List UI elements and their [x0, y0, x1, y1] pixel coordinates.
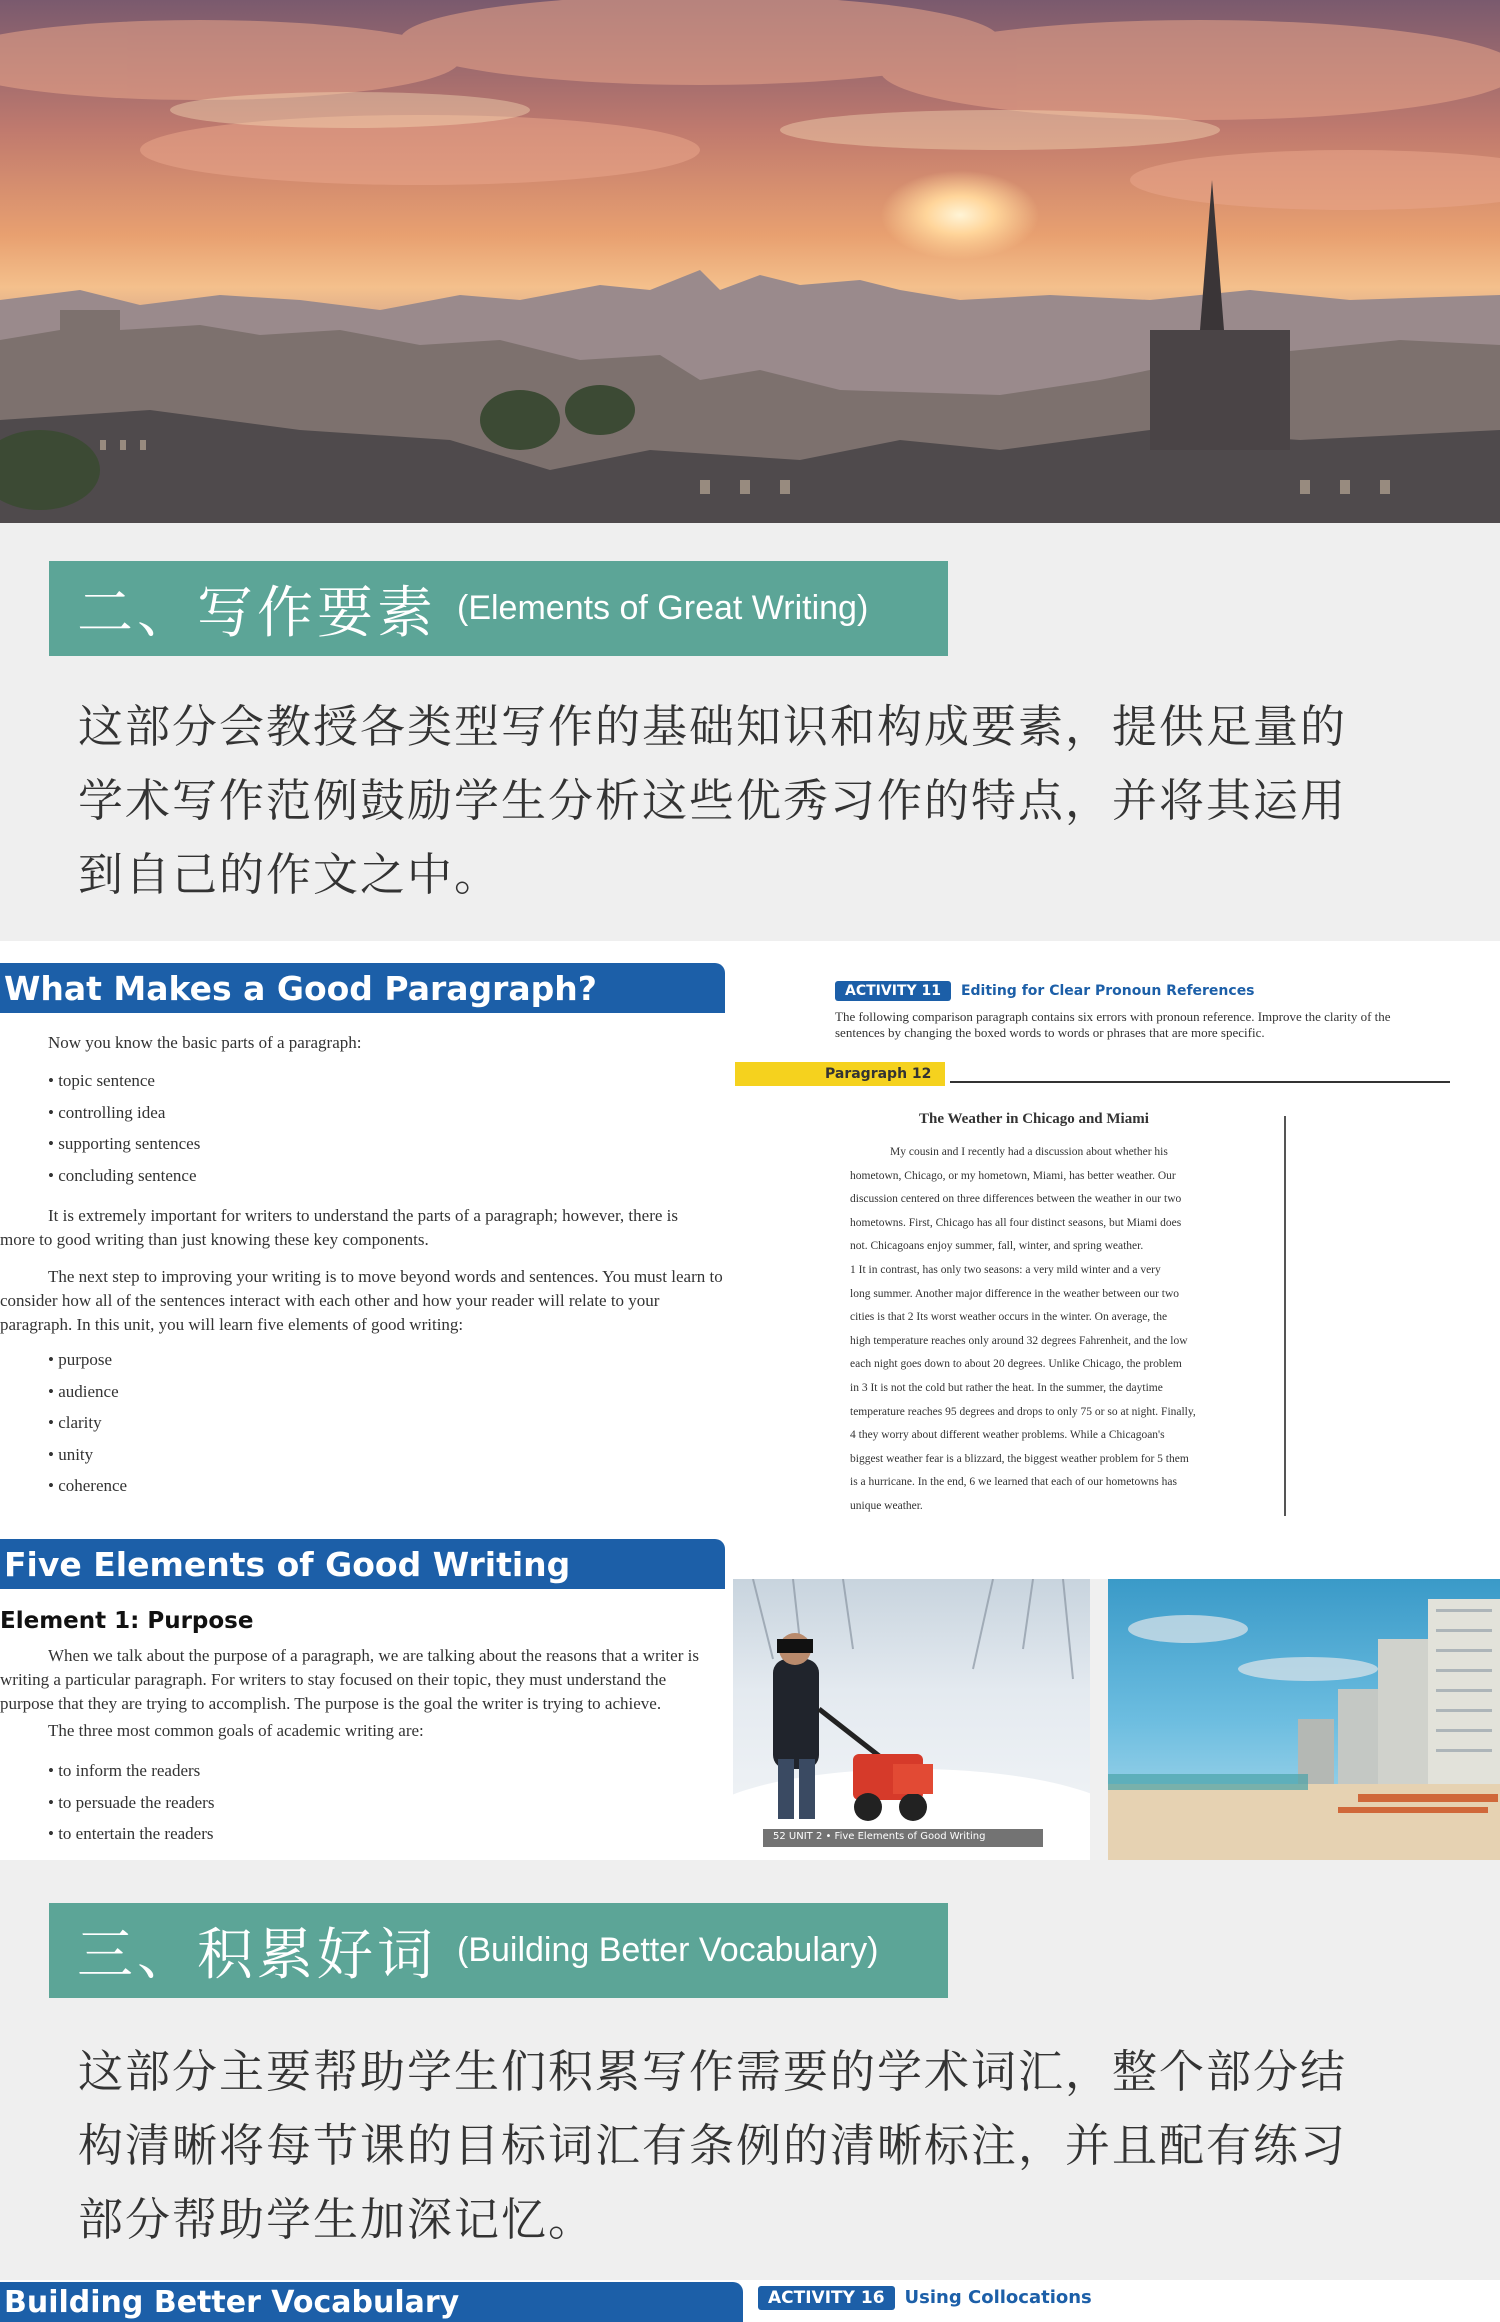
list-item: • to persuade the readers	[48, 1787, 214, 1819]
hero-paris-sunset-photo	[0, 0, 1500, 523]
body-paragraph-1: It is extremely important for writers to understand the parts of a paragraph; however, there is more to good writing than just knowing these key components.	[0, 1206, 678, 1249]
section-2-line-3: 到自己的作文之中。	[78, 848, 502, 901]
book-page-what-makes-good-paragraph	[0, 941, 735, 1519]
passage-line: My cousin and I recently had a discussion about whether his	[890, 1146, 1168, 1158]
miami-beach-photo	[1108, 1579, 1500, 1860]
activity-badge: ACTIVITY 16	[758, 2286, 895, 2310]
list-item: • to inform the readers	[48, 1755, 214, 1787]
margin-rule	[1284, 1116, 1286, 1516]
section-2-description	[78, 690, 1418, 912]
passage-line: hometown, Chicago, or my hometown, Miami, has better weather. Our	[850, 1169, 1176, 1182]
snow-blower-photo	[733, 1579, 1090, 1860]
passage-line: is a hurricane. In the end, 6 we learned that each of our hometowns has	[850, 1476, 1177, 1489]
activity-16-header	[758, 2286, 1092, 2310]
passage-line: not. Chicagoans enjoy summer, fall, winter, and spring weather.	[850, 1240, 1144, 1253]
list-item: • controlling idea	[48, 1097, 200, 1129]
section-3-line-3: 部分帮助学生加深记忆。	[78, 2193, 596, 2246]
city-skyline	[0, 0, 1500, 523]
passage-line: 1 It in contrast, has only two seasons: a very mild winter and a very	[850, 1263, 1161, 1276]
section-3-description	[78, 2035, 1418, 2257]
passage-line: biggest weather fear is a blizzard, the biggest weather problem for 5 them	[850, 1452, 1189, 1465]
passage-line: 4 they worry about different weather problems. While a Chicagoan's	[850, 1429, 1165, 1442]
intro-text: Now you know the basic parts of a paragraph:	[48, 1033, 362, 1052]
section-3-line-2: 构清晰将每节课的目标词汇有条例的清晰标注，并且配有练习	[78, 2119, 1348, 2172]
section-3-en-title: (Building Better Vocabulary)	[457, 1931, 879, 1969]
section-2-cn-title: 二、写作要素	[77, 580, 437, 646]
section-2-en-title: (Elements of Great Writing)	[457, 589, 869, 627]
passage-line: cities is that 2 Its worst weather occurs in the winter. On average, the	[850, 1311, 1168, 1324]
passage-line: temperature reaches 95 degrees and drops to only 75 or so at night. Finally,	[850, 1405, 1196, 1418]
list-item: • purpose	[48, 1344, 127, 1376]
book-page-activity-11	[735, 941, 1500, 1579]
list-item: • topic sentence	[48, 1065, 200, 1097]
section-2-line-1: 这部分会教授各类型写作的基础知识和构成要素，提供足量的	[78, 700, 1348, 753]
vocabulary-page-title: Building Better Vocabulary	[0, 2282, 743, 2322]
book-page-five-elements	[0, 1519, 735, 1860]
passage-body	[850, 1141, 1280, 1519]
list-item: • to entertain the readers	[48, 1818, 214, 1850]
section-3-banner	[49, 1903, 948, 1998]
elements-list	[48, 1344, 127, 1502]
passage-line: in 3 It is not the cold but rather the heat. In the summer, the daytime	[850, 1381, 1163, 1394]
purpose-paragraph: When we talk about the purpose of a paragraph, we are talking about the reasons that a writer is writing a particular paragraph. For writers to stay focused on their topic, they must understand the purpose that they are trying to accomplish. The purpose is the goal the writer is trying to achieve.	[0, 1646, 699, 1713]
element-heading: Element 1: Purpose	[0, 1608, 254, 1634]
list-item: • clarity	[48, 1407, 127, 1439]
section-2-banner	[49, 561, 948, 656]
paragraph-parts-list	[48, 1065, 200, 1191]
activity-header	[835, 981, 1255, 1001]
goals-intro: The three most common goals of academic writing are:	[48, 1721, 424, 1740]
section-3-cn-title: 三、积累好词	[77, 1922, 437, 1988]
bottom-book-strip	[0, 2280, 1500, 2322]
tag-rule	[950, 1081, 1450, 1083]
activity-instructions: The following comparison paragraph contains six errors with pronoun reference. Improve the clarity of the sentences by changing the boxed words to words or phrases that are more specific.	[835, 1009, 1391, 1040]
passage-line: each night goes down to about 20 degrees. Unlike Chicago, the problem	[850, 1358, 1182, 1371]
activity-badge: ACTIVITY 11	[835, 981, 951, 1001]
list-item: • supporting sentences	[48, 1128, 200, 1160]
passage-line: unique weather.	[850, 1499, 923, 1512]
paragraph-tag: Paragraph 12	[735, 1062, 945, 1086]
activity-title: Using Collocations	[904, 2287, 1092, 2308]
page-title: What Makes a Good Paragraph?	[0, 963, 725, 1013]
passage-line: long summer. Another major difference in the weather between our two	[850, 1287, 1180, 1300]
passage-line: high temperature reaches only around 32 degrees Fahrenheit, and the low	[850, 1334, 1188, 1347]
body-paragraph-2: The next step to improving your writing is to move beyond words and sentences. You must learn to consider how all of the sentences interact with each other and how your reader will relate to your paragraph. In this unit, you will learn five elements of good writing:	[0, 1267, 723, 1334]
list-item: • concluding sentence	[48, 1160, 200, 1192]
section-3-line-1: 这部分主要帮助学生们积累写作需要的学术词汇，整个部分结	[78, 2045, 1348, 2098]
list-item: • audience	[48, 1376, 127, 1408]
passage-line: hometowns. First, Chicago has all four distinct seasons, but Miami does	[850, 1216, 1182, 1229]
goals-list	[48, 1755, 214, 1850]
list-item: • coherence	[48, 1470, 127, 1502]
passage-line: discussion centered on three differences between the weather in our two	[850, 1193, 1182, 1206]
photo-caption: 52 UNIT 2 • Five Elements of Good Writing	[773, 1831, 986, 1842]
section-2-line-2: 学术写作范例鼓励学生分析这些优秀习作的特点，并将其运用	[78, 774, 1348, 827]
list-item: • unity	[48, 1439, 127, 1471]
page-title: Five Elements of Good Writing	[0, 1539, 725, 1589]
passage-heading: The Weather in Chicago and Miami	[919, 1111, 1149, 1127]
activity-title: Editing for Clear Pronoun References	[960, 983, 1255, 999]
